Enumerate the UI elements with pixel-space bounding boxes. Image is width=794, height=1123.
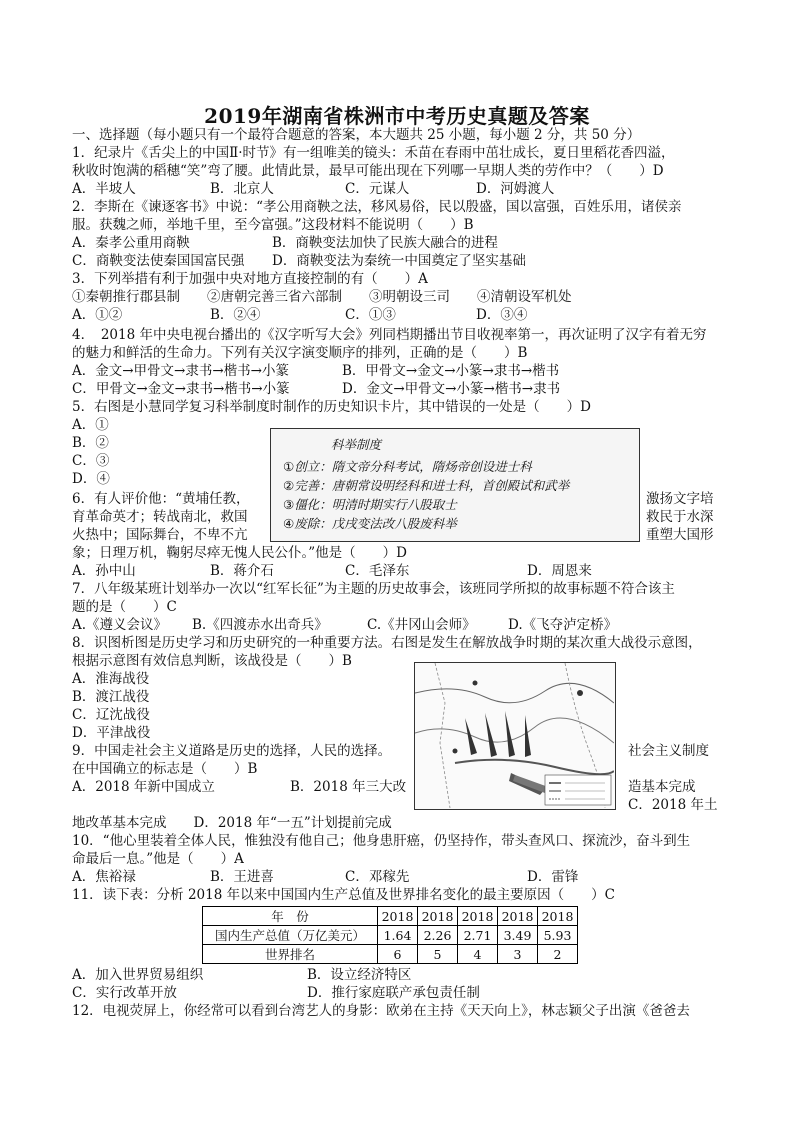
q11-option-c: C．实行改革开放 [72, 985, 177, 1001]
table-cell: 2018 [378, 907, 418, 926]
card-row-2: ②完善：唐朝常设明经科和进士科，首创殿试和武举 [283, 478, 570, 493]
battle-map-drawing [415, 663, 614, 808]
q10-option-c: C．邓稼先 [345, 869, 410, 885]
q7-option-c: C.《井冈山会师》 [367, 617, 476, 633]
table-cell: 3.49 [498, 926, 538, 945]
question-6-text-right: 激扬文字培 [646, 491, 714, 507]
question-8-text: 8．识图析图是历史学习和历史研究的一种重要方法。右图是发生在解放战争时期的某次重大战役示意图， [72, 635, 702, 651]
q8-option-a: A．淮海战役 [72, 671, 150, 687]
question-3-text: 3．下列举措有利于加强中央对地方直接控制的有（ ）A [72, 271, 428, 287]
card-row-4: ④废除：戊戌变法改八股废科举 [283, 516, 457, 531]
question-12-text: 12．电视荧屏上，你经常可以看到台湾艺人的身影：欧弟在主持《天天向上》，林志颖父子出演《爸爸去 [72, 1003, 690, 1019]
q7-option-d: D.《飞夺泸定桥》 [508, 617, 618, 633]
question-6-text-3: 火热中；国际舞台，不卑不亢 [72, 527, 248, 543]
table-cell: 2018 [458, 907, 498, 926]
question-5-text: 5．右图是小慧同学复习科举制度时制作的历史知识卡片，其中错误的一处是（ ）D [72, 399, 591, 415]
q6-option-a: A．孙中山 [72, 563, 136, 579]
table-cell: 4 [458, 945, 498, 964]
q6-option-d: D．周恩来 [527, 563, 592, 579]
question-1-text-cont: 秋收时饱满的稻穗“笑”弯了腰。此情此景，最早可能出现在下列哪一早期人类的劳作中？（ ）D [72, 163, 664, 179]
table-cell: 2018 [418, 907, 458, 926]
q5-option-b: B．② [72, 435, 109, 451]
question-8-text-cont: 根据示意图有效信息判断，该战役是（ ）B [72, 653, 352, 669]
table-cell: 1.64 [378, 926, 418, 945]
question-6-text-4: 象；日理万机，鞠躬尽瘁无愧人民公仆。”他是（ ）D [72, 545, 407, 561]
q4-option-c: C．甲骨文→金文→隶书→楷书→小篆 [72, 381, 290, 397]
question-6-text: 6．有人评价他：“黄埔任教， [72, 491, 250, 507]
question-3-items: ①秦朝推行郡县制 ②唐朝完善三省六部制 ③明朝设三司 ④清朝设军机处 [72, 289, 572, 305]
q8-option-d: D．平津战役 [72, 725, 151, 741]
q11-option-d: D．推行家庭联产承包责任制 [307, 985, 480, 1001]
question-6-text-3-right: 重塑大国形 [646, 527, 714, 543]
question-1-text: 1．纪录片《舌尖上的中国Ⅱ·时节》有一组唯美的镜头：禾苗在春雨中茁壮成长，夏日里稻花香四溢， [72, 145, 675, 161]
table-cell: 2.71 [458, 926, 498, 945]
q10-option-d: D．雷锋 [527, 869, 579, 885]
q11-option-b: B．设立经济特区 [307, 967, 412, 983]
q2-option-d: D．商鞅变法为秦统一中国奠定了坚实基础 [272, 253, 526, 269]
q11-option-a: A．加入世界贸易组织 [72, 967, 204, 983]
q8-option-c: C．辽沈战役 [72, 707, 150, 723]
q8-option-b: B．渡江战役 [72, 689, 150, 705]
q5-option-a: A．① [72, 417, 109, 433]
q9-option-b-cont: 造基本完成 [628, 779, 696, 795]
rank-header: 世界排名 [203, 945, 378, 964]
battle-map-image [414, 662, 616, 810]
q3-option-c: C．①③ [345, 307, 396, 323]
question-4-text-cont: 的魅力和鲜活的生命力。下列有关汉字演变顺序的排列，正确的是（ ）B [72, 345, 528, 361]
question-6-text-2: 育革命英才；转战南北，救国 [72, 509, 248, 525]
q4-option-b: B．甲骨文→金文→小篆→隶书→楷书 [342, 363, 560, 379]
table-cell: 3 [498, 945, 538, 964]
question-7-text-cont: 题的是（ ）C [72, 599, 177, 615]
table-cell: 5.93 [538, 926, 578, 945]
card-heading: 科举制度 [331, 437, 382, 452]
question-9-text: 9．中国走社会主义道路是历史的选择，人民的选择。 [72, 743, 392, 759]
question-9-text-2: 在中国确立的标志是（ ）B [72, 761, 258, 777]
table-cell: 6 [378, 945, 418, 964]
q9-option-c: C．2018 年土 [628, 797, 718, 813]
table-cell: 2018 [498, 907, 538, 926]
exam-system-knowledge-card [270, 428, 640, 542]
q6-option-c: C．毛泽东 [345, 563, 410, 579]
q3-option-d: D．③④ [476, 307, 528, 323]
q1-option-d: D．河姆渡人 [476, 181, 555, 197]
question-11-text: 11．读下表：分析 2018 年以来中国国内生产总值及世界排名变化的最主要原因（ ）C [72, 887, 615, 903]
q3-option-a: A．①② [72, 307, 123, 323]
q9-options-c-d: 地改革基本完成 D．2018 年“一五”计划提前完成 [72, 815, 392, 831]
gdp-header: 国内生产总值（万亿美元） [203, 926, 378, 945]
year-header: 年 份 [203, 907, 378, 926]
table-row [203, 945, 578, 964]
q7-option-b: B.《四渡赤水出奇兵》 [192, 617, 328, 633]
gdp-table [202, 906, 578, 964]
q5-option-c: C．③ [72, 453, 110, 469]
section-heading: 一、选择题（每小题只有一个最符合题意的答案，本大题共 25 小题，每小题 2 分，共 50 分） [72, 127, 641, 143]
q5-option-d: D．④ [72, 471, 110, 487]
card-row-1: ①创立：隋文帝分科考试，隋炀帝创设进士科 [283, 459, 532, 474]
question-10-text-cont: 命最后一息。”他是（ ）A [72, 851, 244, 867]
q1-option-a: A．半坡人 [72, 181, 136, 197]
q9-option-b: B．2018 年三大改 [290, 779, 407, 795]
question-7-text: 7．八年级某班计划举办一次以“红军长征”为主题的历史故事会，该班同学所拟的故事标题不符合该主 [72, 581, 675, 597]
q4-option-a: A．金文→甲骨文→隶书→楷书→小篆 [72, 363, 289, 379]
q7-option-a: A.《遵义会议》 [72, 617, 168, 633]
table-cell: 5 [418, 945, 458, 964]
q1-option-b: B．北京人 [210, 181, 274, 197]
question-6-text-2-right: 救民于水深 [646, 509, 714, 525]
table-cell: 2018 [538, 907, 578, 926]
q10-option-a: A．焦裕禄 [72, 869, 136, 885]
question-2-text: 2．李斯在《谏逐客书》中说：“孝公用商鞅之法，移风易俗，民以殷盛，国以富强，百姓乐用，诸侯亲 [72, 199, 682, 215]
question-4-text: 4． 2018 年中央电视台播出的《汉字听写大会》列同档期播出节目收视率第一，再次证明了汉字有着无穷 [72, 327, 707, 343]
table-row [203, 907, 578, 926]
table-row [203, 926, 578, 945]
q2-option-a: A．秦孝公重用商鞅 [72, 235, 190, 251]
page-title: 2019年湖南省株洲市中考历史真题及答案 [204, 104, 590, 128]
q3-option-b: B．②④ [210, 307, 261, 323]
q10-option-b: B．王进喜 [210, 869, 274, 885]
table-cell: 2 [538, 945, 578, 964]
q2-option-c: C．商鞅变法使秦国国富民强 [72, 253, 245, 269]
q6-option-b: B．蒋介石 [210, 563, 274, 579]
q4-option-d: D．金文→甲骨文→小篆→楷书→隶书 [342, 381, 561, 397]
question-9-text-right: 社会主义制度 [628, 743, 709, 759]
question-10-text: 10．“他心里装着全体人民，惟独没有他自己；他身患肝癌，仍坚持作，带头查风口、探流沙，奋斗到生 [72, 833, 691, 849]
q9-option-a: A．2018 年新中国成立 [72, 779, 215, 795]
q2-option-b: B．商鞅变法加快了民族大融合的进程 [272, 235, 498, 251]
question-2-text-cont: 服。获魏之师，举地千里，至今富强。”这段材料不能说明（ ）B [72, 217, 474, 233]
table-cell: 2.26 [418, 926, 458, 945]
q1-option-c: C．元谋人 [345, 181, 410, 197]
card-row-3: ③僵化：明清时期实行八股取士 [283, 497, 457, 512]
